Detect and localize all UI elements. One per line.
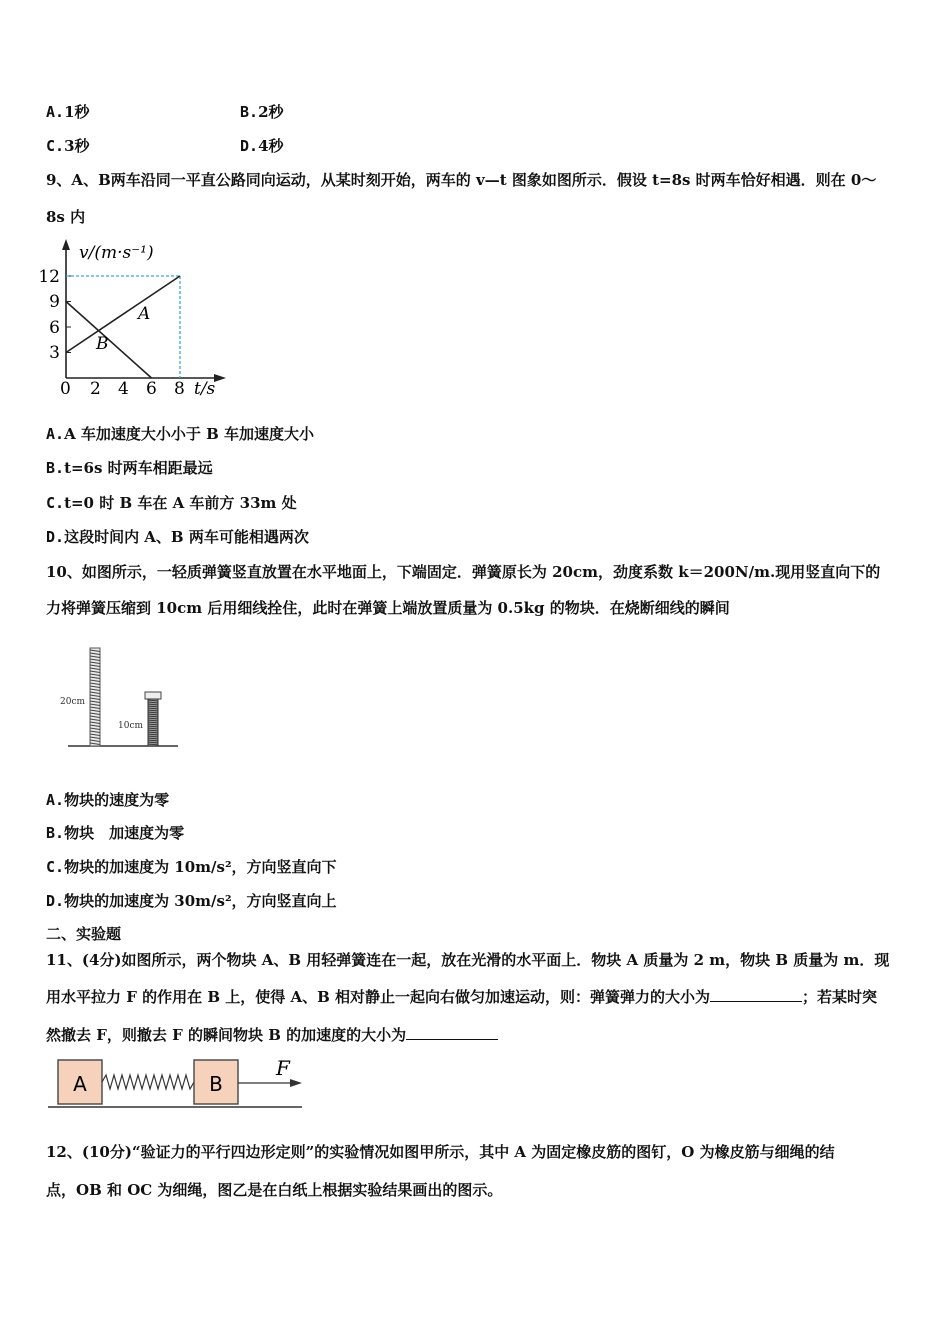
- q11-blank-1[interactable]: [710, 987, 802, 1002]
- q11-line3: 然撤去 F，则撤去 F 的瞬间物块 B 的加速度的大小为: [46, 1025, 498, 1045]
- q11-blank-2[interactable]: [406, 1025, 498, 1040]
- q10-option-a: A.物块的速度为零: [46, 791, 170, 809]
- q11-line1: 11、(4分)如图所示，两个物块 A、B 用轻弹簧连在一起，放在光滑的水平面上．物块 A 质量为 2 m，物块 B 质量为 m．现: [46, 951, 890, 969]
- graph-x-axis-label: t/s: [194, 379, 216, 399]
- x-tick-label-2: 2: [90, 379, 101, 399]
- x-tick-label-8: 8: [174, 379, 185, 399]
- y-tick-label-6: 6: [49, 318, 60, 338]
- q10-stem-line2: 力将弹簧压缩到 10cm 后用细线拴住，此时在弹簧上端放置质量为 0.5kg 的物块．在烧断细线的瞬间: [46, 599, 730, 617]
- q12-line1: 12、(10分)“验证力的平行四边形定则”的实验情况如图甲所示，其中 A 为固定橡皮筋的图钉，O 为橡皮筋与细绳的结: [46, 1143, 835, 1161]
- q12-line2: 点，OB 和 OC 为细绳，图乙是在白纸上根据实验结果画出的图示。: [46, 1181, 503, 1199]
- x-tick-label-6: 6: [146, 379, 157, 399]
- spring-coil: [102, 1075, 194, 1089]
- line-b-label: B: [96, 334, 109, 354]
- graph-y-axis-label: v/(m·s⁻¹): [79, 243, 154, 263]
- x-tick-label-0: 0: [60, 379, 71, 399]
- force-arrow-head: [290, 1079, 302, 1087]
- q9-option-d: D.这段时间内 A、B 两车可能相遇两次: [46, 528, 309, 546]
- q9-option-a: A.A 车加速度大小小于 B 车加速度大小: [46, 425, 315, 443]
- q8-option-c: C.3秒: [46, 137, 90, 155]
- block-a-label: A: [73, 1072, 87, 1096]
- y-tick-label-3: 3: [49, 343, 60, 363]
- q10-option-d: D.物块的加速度为 30m/s²，方向竖直向上: [46, 892, 337, 910]
- y-tick-label-9: 9: [49, 292, 60, 312]
- q10-option-b: B.物块 加速度为零: [46, 824, 185, 842]
- q9-option-b: B.t=6s 时两车相距最远: [46, 459, 213, 477]
- section-2-title: 二、实验题: [46, 925, 122, 943]
- q11-line2: 用水平拉力 F 的作用在 B 上，使得 A、B 相对静止一起向右做匀加速运动，则：弹簧弹力的大小为 ；若某时突: [46, 988, 877, 1006]
- spring-figure: [46, 636, 196, 754]
- graph-x-arrow: [214, 374, 226, 382]
- vt-graph: [38, 236, 236, 399]
- y-tick-label-12: 12: [38, 267, 60, 287]
- q8-option-b: B.2秒: [240, 103, 284, 121]
- blocks-figure: [46, 1055, 308, 1115]
- force-label: F: [276, 1056, 290, 1080]
- x-tick-label-4: 4: [118, 379, 129, 399]
- q9-stem-line2: 8s 内: [46, 208, 86, 226]
- long-spring: [90, 648, 100, 746]
- q10-option-c: C.物块的加速度为 10m/s²，方向竖直向下: [46, 858, 337, 876]
- graph-y-arrow: [62, 239, 70, 250]
- block-b-label: B: [209, 1072, 223, 1096]
- q8-option-a: A.1秒: [46, 103, 90, 121]
- q8-option-d: D.4秒: [240, 137, 284, 155]
- line-a: [66, 276, 180, 353]
- long-spring-label: 20cm: [60, 697, 86, 707]
- short-spring-label: 10cm: [118, 721, 144, 731]
- line-a-label: A: [138, 304, 151, 324]
- q9-option-c: C.t=0 时 B 车在 A 车前方 33m 处: [46, 494, 297, 512]
- q10-stem-line1: 10、如图所示，一轻质弹簧竖直放置在水平地面上，下端固定．弹簧原长为 20cm，劲度系数 k＝200N/m.现用竖直向下的: [46, 563, 881, 581]
- short-spring: [145, 692, 161, 746]
- q9-stem-line1: 9、A、B两车沿同一平直公路同向运动，从某时刻开始，两车的 v—t 图象如图所示．假设 t=8s 时两车恰好相遇．则在 0～: [46, 171, 877, 189]
